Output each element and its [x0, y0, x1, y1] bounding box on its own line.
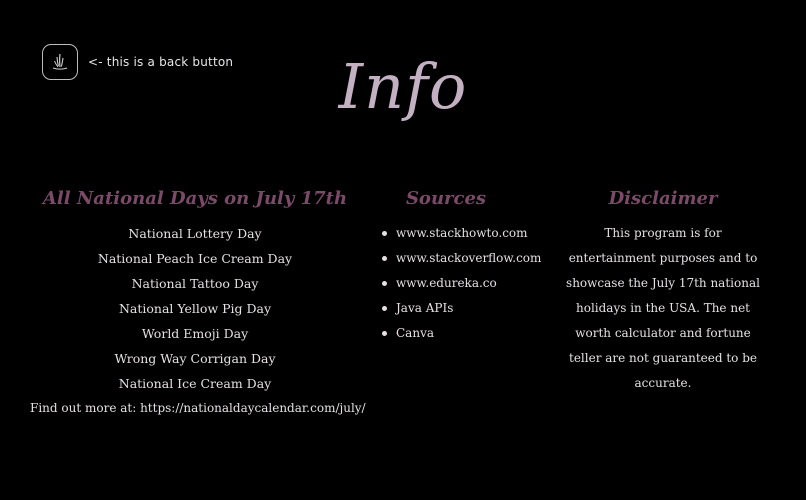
list-item: National Peach Ice Cream Day	[97, 251, 293, 266]
list-item: National Ice Cream Day	[118, 376, 272, 391]
list-item: National Lottery Day	[128, 226, 262, 241]
bullet-icon	[382, 256, 387, 261]
source-label: Canva	[396, 326, 434, 340]
bullet-icon	[382, 231, 387, 236]
national-days-heading: All National Days on July 17th	[42, 188, 348, 209]
source-label: www.edureka.co	[396, 276, 497, 290]
disclaimer-heading: Disclaimer	[608, 188, 718, 209]
list-item: National Yellow Pig Day	[118, 301, 272, 316]
list-item	[376, 271, 516, 296]
sources-section	[376, 188, 542, 346]
list-item: Wrong Way Corrigan Day	[114, 351, 276, 366]
source-label: www.stackhowto.com	[396, 226, 528, 240]
find-more-text: Find out more at: https://nationaldaycalendar.com/july/	[30, 401, 366, 415]
source-label: www.stackoverflow.com	[396, 251, 542, 265]
bullet-icon	[382, 331, 387, 336]
sources-list	[376, 221, 542, 346]
disclaimer-text: This program is for entertainment purposes and to showcase the July 17th national holidays in the USA. The net worth calculator and fortune teller are not guaranteed to be accurate.	[566, 226, 760, 390]
sources-heading: Sources	[405, 188, 487, 209]
disclaimer-section	[560, 188, 766, 396]
list-item	[376, 296, 516, 321]
bullet-icon	[382, 306, 387, 311]
list-item: National Tattoo Day	[131, 276, 259, 291]
national-days-list	[40, 221, 350, 396]
list-item: World Emoji Day	[141, 326, 249, 341]
bullet-icon	[382, 281, 387, 286]
list-item	[376, 321, 516, 346]
list-item	[376, 246, 542, 271]
national-days-section	[30, 188, 366, 421]
source-label: Java APIs	[396, 301, 454, 315]
page-title: Info	[338, 50, 468, 123]
list-item	[376, 221, 528, 246]
back-button-hint: <- this is a back button	[88, 55, 234, 69]
